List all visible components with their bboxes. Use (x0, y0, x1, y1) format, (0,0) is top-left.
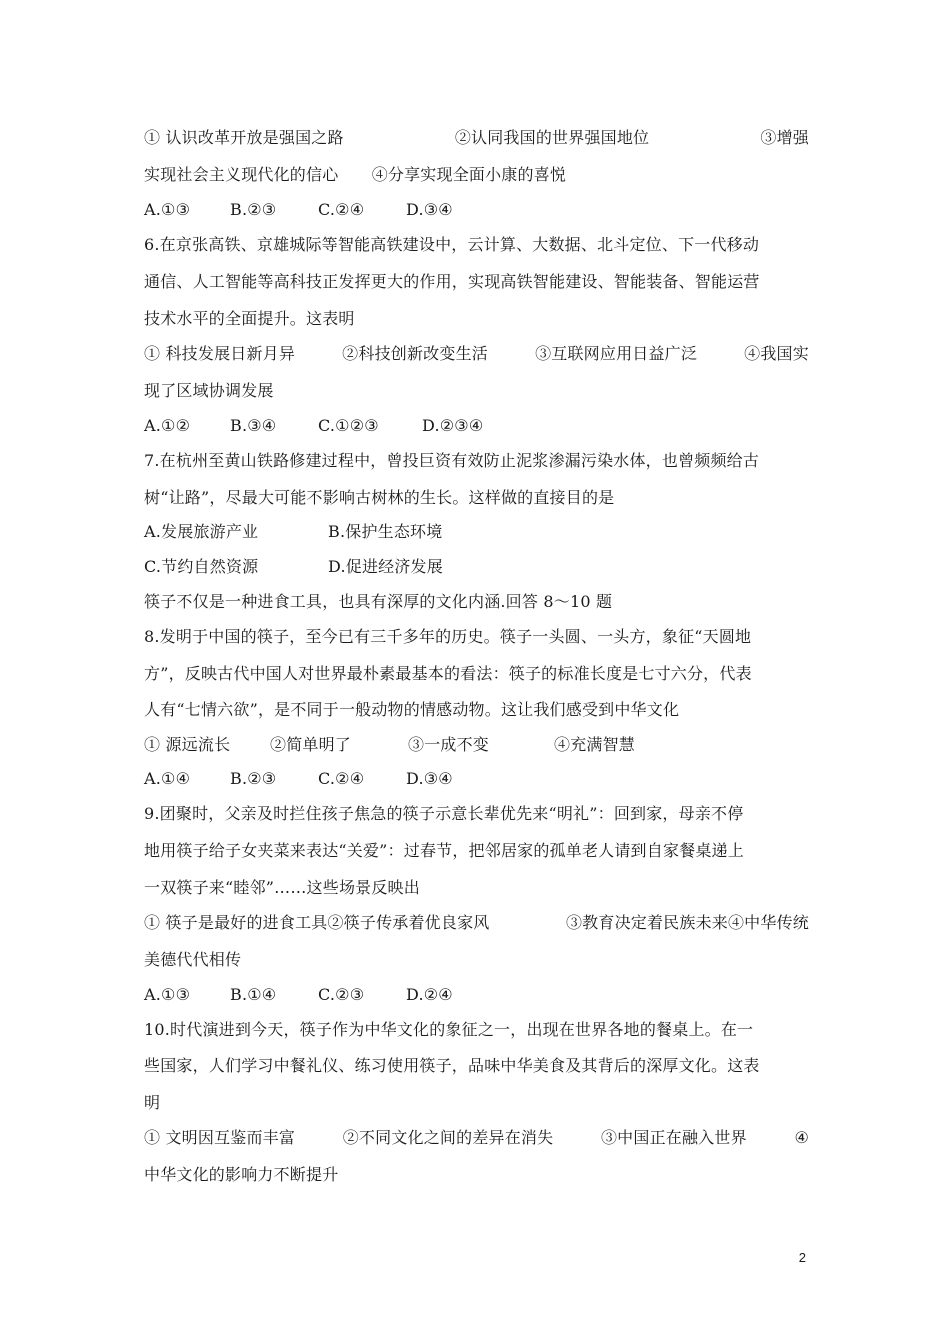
q5-statement-3: ③增强 (760, 128, 809, 147)
q6-choice-d: D.②③④ (422, 416, 484, 435)
q6-choices (144, 416, 809, 436)
q8-stem-line-3: 人有“七情六欲”，是不同于一般动物的情感动物。这让我们感受到中华文化 (144, 700, 680, 719)
q5-choices (144, 200, 809, 220)
q7-choice-c: C.节约自然资源 (144, 557, 259, 576)
q5-statement-4: ④分享实现全面小康的喜悦 (371, 165, 567, 184)
q6-statement-2: ②科技创新改变生活 (342, 344, 488, 363)
q7-choices-row-2 (144, 557, 809, 577)
q8-choice-d: D.③④ (406, 769, 453, 788)
q5-statements-line-1 (144, 128, 809, 148)
q6-stem-line-3: 技术水平的全面提升。这表明 (144, 309, 355, 328)
q10-stem-line-2: 些国家，人们学习中餐礼仪、练习使用筷子，品味中华美食及其背后的深厚文化。这表 (144, 1056, 760, 1075)
q10-statement-4: ④ (794, 1128, 809, 1147)
q8-choice-c: C.②④ (318, 769, 365, 788)
q6-stem-line-1: 6.在京张高铁、京雄城际等智能高铁建设中，云计算、大数据、北斗定位、下一代移动 (144, 235, 760, 254)
q7-choice-b: B.保护生态环境 (328, 522, 443, 541)
page-number: 2 (798, 1250, 806, 1265)
q10-statement-3: ③中国正在融入世界 (600, 1128, 747, 1147)
q9-stem-line-2: 地用筷子给子女夹菜来表达“关爱”：过春节，把邻居家的孤单老人请到自家餐桌递上 (144, 841, 744, 860)
q8-choice-a: A.①④ (144, 769, 191, 788)
q9-choice-c: C.②③ (318, 985, 365, 1004)
passage-intro: 筷子不仅是一种进食工具，也具有深厚的文化内涵.回答 8～10 题 (144, 592, 613, 611)
q9-stem-line-1: 9.团聚时，父亲及时拦住孩子焦急的筷子示意长辈优先来“明礼”：回到家，母亲不停 (144, 804, 744, 823)
q9-statements-line-1 (144, 913, 809, 933)
q7-stem-line-2: 树“让路”，尽最大可能不影响古树林的生长。这样做的直接目的是 (144, 488, 615, 507)
q7-choice-a: A.发展旅游产业 (144, 522, 259, 541)
q9-choice-b: B.①④ (230, 985, 277, 1004)
q8-statement-2: ②简单明了 (270, 735, 352, 754)
q5-statement-2: ②认同我国的世界强国地位 (454, 128, 650, 147)
q6-statement-3: ③互联网应用日益广泛 (535, 344, 698, 363)
q7-stem-line-1: 7.在杭州至黄山铁路修建过程中，曾投巨资有效防止泥浆渗漏污染水体，也曾频频给古 (144, 451, 760, 470)
q6-stem-line-2: 通信、人工智能等高科技正发挥更大的作用，实现高铁智能建设、智能装备、智能运营 (144, 272, 760, 291)
q7-choice-d: D.促进经济发展 (328, 557, 443, 576)
q10-stem-line-1: 10.时代演进到今天，筷子作为中华文化的象征之一，出现在世界各地的餐桌上。在一 (144, 1020, 754, 1039)
q8-stem-line-1: 8.发明于中国的筷子，至今已有三千多年的历史。筷子一头圆、一头方，象征“天圆地 (144, 627, 752, 646)
q5-choice-d: D.③④ (406, 200, 453, 219)
q5-statement-3-cont: 实现社会主义现代化的信心 (144, 165, 339, 184)
q6-statement-4: ④我国实 (744, 344, 809, 363)
q10-statements-line-1 (144, 1128, 809, 1148)
q8-choice-b: B.②③ (230, 769, 277, 788)
q9-choice-d: D.②④ (406, 985, 453, 1004)
q9-statements-3-4: ③教育决定着民族未来④中华传统 (565, 913, 809, 932)
q10-stem-line-3: 明 (144, 1093, 161, 1112)
q8-statement-1: ① 源远流长 (144, 735, 231, 754)
q6-statement-4-cont: 现了区域协调发展 (144, 381, 274, 400)
q8-statement-4: ④充满智慧 (554, 735, 636, 754)
q10-statement-4-cont: 中华文化的影响力不断提升 (144, 1165, 339, 1184)
q9-statement-4-cont: 美德代代相传 (144, 950, 242, 969)
q5-statements-line-2 (144, 165, 809, 185)
q5-statement-1: ① 认识改革开放是强国之路 (144, 128, 344, 147)
q9-stem-line-3: 一双筷子来“睦邻”……这些场景反映出 (144, 878, 420, 897)
q6-choice-c: C.①②③ (318, 416, 379, 435)
q6-choice-a: A.①② (144, 416, 191, 435)
q10-statement-1: ① 文明因互鉴而丰富 (144, 1128, 296, 1147)
q5-choice-a: A.①③ (144, 200, 191, 219)
q5-choice-c: C.②④ (318, 200, 365, 219)
q8-statement-3: ③一成不变 (408, 735, 490, 754)
q8-stem-line-2: 方”，反映古代中国人对世界最朴素最基本的看法：筷子的标准长度是七寸六分，代表 (144, 664, 752, 683)
q9-choices (144, 985, 809, 1005)
q9-choice-a: A.①③ (144, 985, 191, 1004)
q10-statement-2: ②不同文化之间的差异在消失 (342, 1128, 554, 1147)
q8-choices (144, 769, 809, 789)
q5-choice-b: B.②③ (230, 200, 277, 219)
q9-statements-1-2: ① 筷子是最好的进食工具②筷子传承着优良家风 (144, 913, 490, 932)
q6-statements-line-1 (144, 344, 809, 364)
q7-choices-row-1 (144, 522, 809, 542)
q6-choice-b: B.③④ (230, 416, 277, 435)
q8-statements (144, 735, 809, 755)
q6-statement-1: ① 科技发展日新月异 (144, 344, 296, 363)
